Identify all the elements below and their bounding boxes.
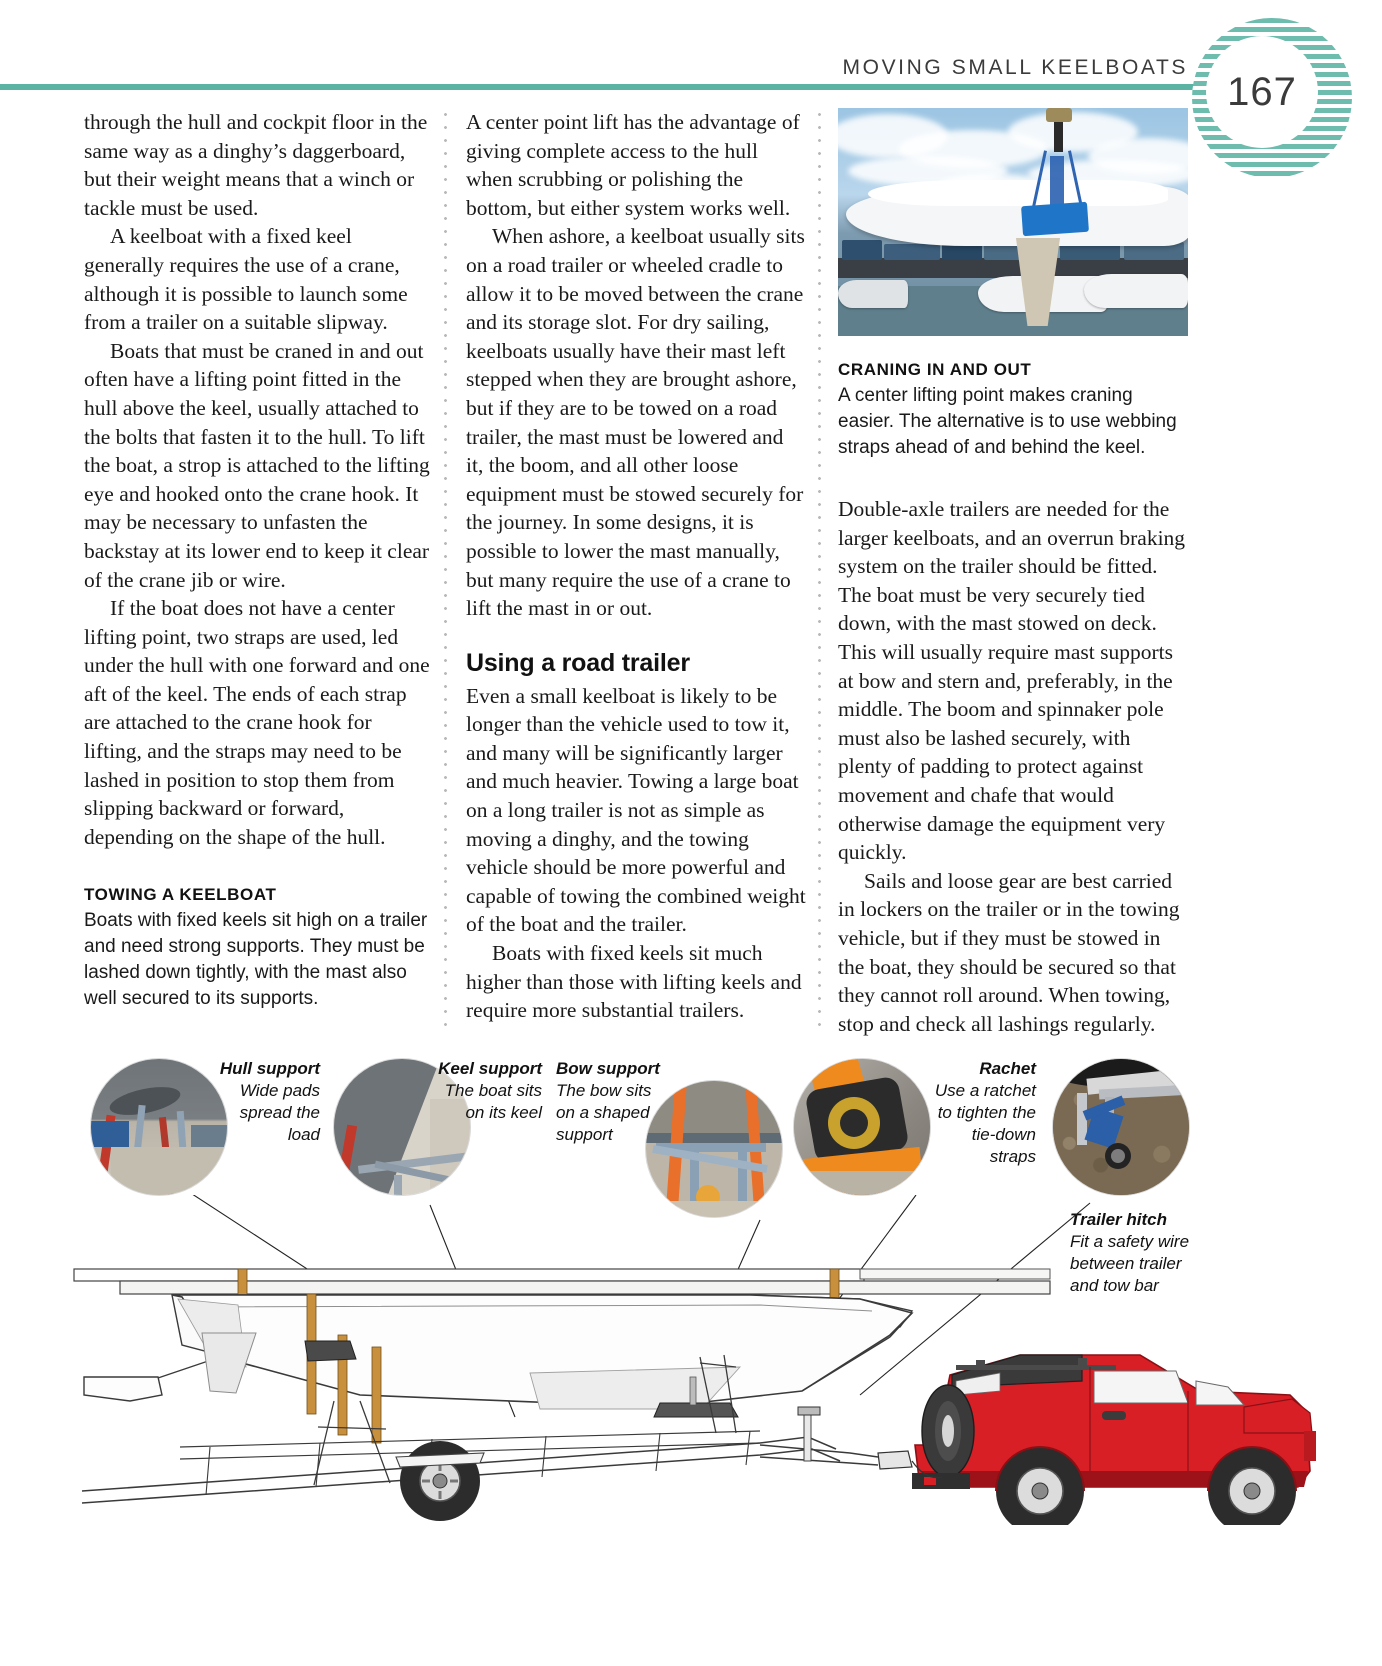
column-divider-1: [444, 108, 447, 1030]
callout-label-bow-support: [556, 1058, 666, 1146]
lifting-strop: [1050, 156, 1064, 210]
caption-heading-towing: TOWING A KEELBOAT: [84, 885, 277, 905]
callout-label-hull-support: [210, 1058, 320, 1146]
spacer: [84, 851, 430, 885]
header-accent-rule: [0, 84, 1280, 90]
caption-heading-craning: CRANING IN AND OUT: [838, 360, 1032, 379]
paragraph: Even a small keelboat is likely to be longer than the vehicle used to tow it, and many will be significantly larger and much heavier. Towing a large boat on a long trailer is not as simple as moving a dinghy, and the towing vehicle should be more powerful and capable of towing the combined weight of the boat and the trailer.: [466, 683, 806, 937]
paragraph: Sails and loose gear are best carried in lockers on the trailer or in the towing vehicle, but if they must be stowed in the boat, they should be secured so that they cannot roll around. When towing, stop and check all lashings regularly.: [838, 868, 1180, 1036]
keelboat-hull: [84, 1295, 912, 1409]
trailer-coupling: [878, 1451, 912, 1469]
blue-fender-pad: [1021, 202, 1089, 237]
callout-body: Wide pads spread the load: [239, 1081, 320, 1144]
caption-body-towing: Boats with fixed keels sit high on a trailer and need strong supports. They must be lashed down tightly, with the mast also well secured to its supports.: [84, 910, 428, 1010]
page-number: 167: [1227, 70, 1297, 114]
callout-label-rachet: [924, 1058, 1036, 1168]
callout-photo-hull-support: [90, 1058, 228, 1196]
trailer-wheels: [400, 1441, 480, 1521]
paragraph: A center point lift has the advantage of giving complete access to the hull when scrubbing or polishing the bottom, but either system works well.: [466, 110, 800, 220]
text-column-2: [466, 108, 806, 1025]
callout-title: Keel support: [438, 1059, 542, 1078]
trailer-frame: [82, 1431, 878, 1503]
callout-title: Bow support: [556, 1059, 660, 1078]
column-divider-2: [818, 108, 821, 1030]
callout-label-keel-support: [430, 1058, 542, 1124]
towing-vehicle: [912, 1355, 1316, 1525]
page-header: [0, 0, 1382, 114]
page-title: MOVING SMALL KEELBOATS: [842, 56, 1188, 79]
paragraph: Boats that must be craned in and out often have a lifting point fitted in the hull above the keel, usually attached to the bolts that fasten it to the hull. To lift the boat, a strop is attached to the lifting eye and hooked onto the crane hook. It may be necessary to unfasten the backstay at its lower end to keep it clear of the crane jib or wire.: [84, 338, 430, 592]
callout-body: Use a ratchet to tighten the tie-down straps: [934, 1081, 1036, 1166]
mast-strap-fwd: [238, 1269, 247, 1297]
spacer: [838, 336, 1188, 360]
text-column-1: [84, 108, 430, 1012]
craned-keelboat-deck: [868, 180, 1168, 206]
text-column-3: [838, 108, 1188, 1038]
paragraph: through the hull and cockpit floor in the same way as a dinghy’s daggerboard, but their weight means that a winch or tackle must be used.: [84, 110, 428, 220]
callout-title: Rachet: [979, 1059, 1036, 1078]
callout-body: Fit a safety wire between trailer and tow bar: [1070, 1232, 1190, 1295]
callout-photo-rachet: [793, 1058, 931, 1196]
stowed-mast: [74, 1269, 1050, 1294]
mast-strap-aft: [830, 1269, 839, 1299]
paragraph: If the boat does not have a center lifting point, two straps are used, led under the hull with one forward and one aft of the keel. The ends of each strap are attached to the crane hook for lifting, and the straps may need to be lashed in position to stop them from slipping backward or forward, depending on the shape of the hull.: [84, 596, 430, 849]
craning-photo: [838, 108, 1188, 336]
crane-hook-head: [1046, 108, 1072, 122]
callout-body: The bow sits on a shaped support: [556, 1081, 652, 1144]
paragraph: Boats with fixed keels sit much higher than those with lifting keels and require more substantial trailers.: [466, 941, 802, 1023]
paragraph: A keelboat with a fixed keel generally requires the use of a crane, although it is possible to launch some from a trailer on a suitable slipway.: [84, 224, 408, 335]
callout-title: Hull support: [219, 1059, 320, 1078]
callout-body: The boat sits on its keel: [444, 1081, 542, 1122]
paragraph: When ashore, a keelboat usually sits on a road trailer or wheeled cradle to allow it to be moved between the crane and its storage slot. For dry sailing, keelboats usually have their mast left stepped when they are brought ashore, but if they are to be towed on a road trailer, the mast must be lowered and it, the boom, and all other loose equipment must be stowed securely for the journey. In some designs, it is possible to lower the mast manually, but many require the use of a crane to lift the mast in or out.: [466, 224, 805, 621]
spacer: [838, 461, 1188, 495]
callout-title: Trailer hitch: [1070, 1210, 1167, 1229]
section-heading-road-trailer: Using a road trailer: [466, 648, 690, 677]
caption-body-craning: A center lifting point makes craning easier. The alternative is to use webbing straps ahead of and behind the keel.: [838, 385, 1177, 458]
paragraph: Double-axle trailers are needed for the larger keelboats, and an overrun braking system on the trailer should be fitted. The boat must be very securely tied down, with the mast stowed on deck. This will usually require mast supports at bow and stern and, preferably, in the middle. The boom and spinnaker pole must also be lashed securely, with plenty of padding to protect against movement and chafe that would otherwise damage the equipment very quickly.: [838, 497, 1186, 865]
trailer-illustration: [60, 1195, 1330, 1525]
trailer-hitch-post: [798, 1407, 820, 1461]
callout-photo-trailer-hitch: [1052, 1058, 1190, 1196]
